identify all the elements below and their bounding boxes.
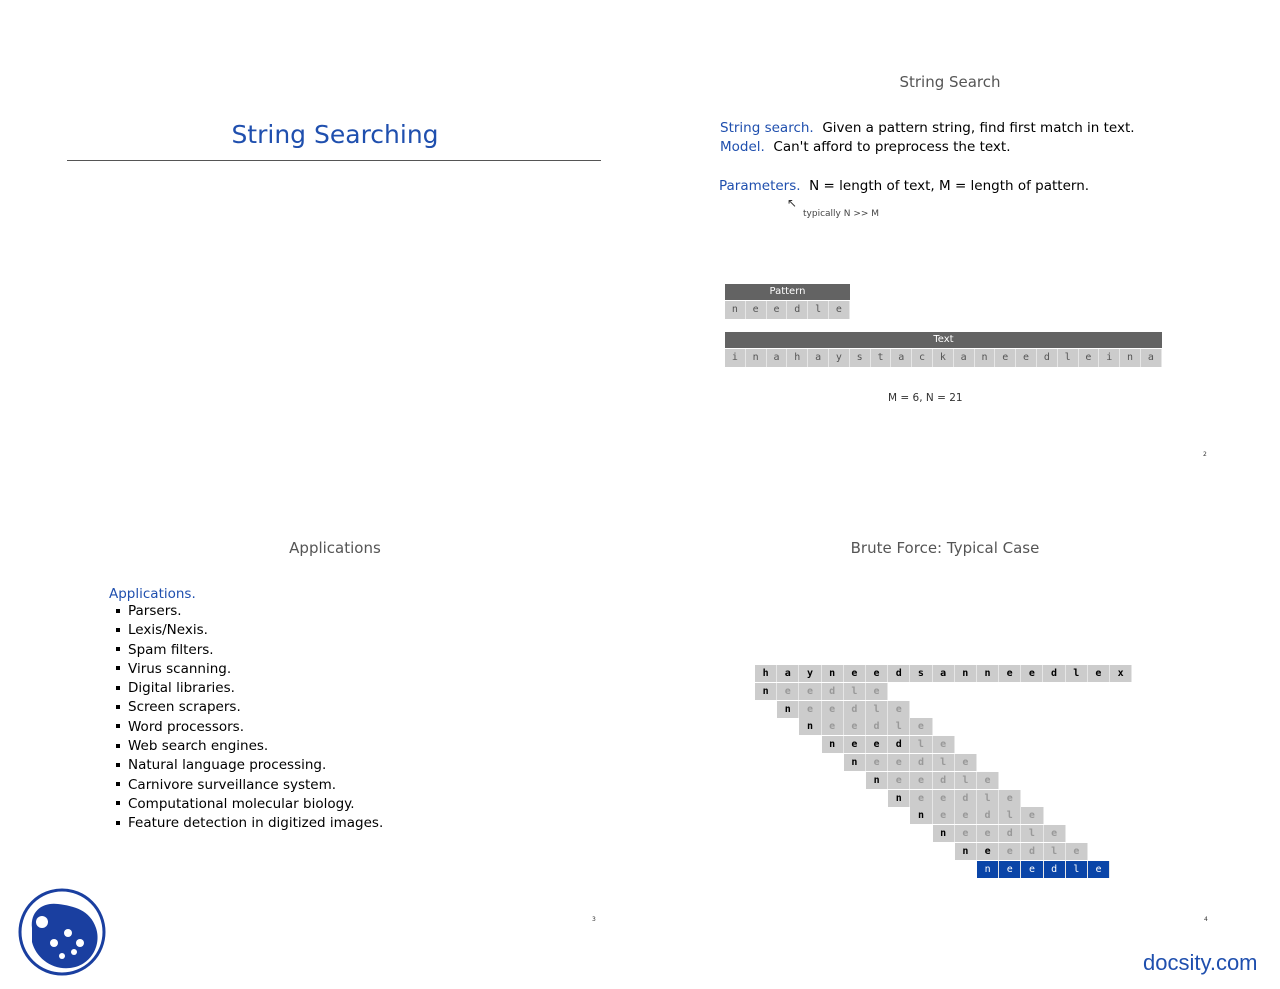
pattern-char: e	[767, 301, 788, 319]
pattern-char: n	[888, 790, 910, 807]
application-label: Feature detection in digitized images.	[128, 815, 384, 832]
text-header: Text	[725, 332, 1162, 348]
application-label: Word processors.	[128, 718, 245, 735]
pattern-char: e	[888, 772, 910, 789]
bullet-icon	[116, 705, 120, 709]
text-char: y	[829, 349, 850, 367]
slide-title: Brute Force: Typical Case	[850, 539, 1040, 557]
pattern-char: d	[955, 790, 977, 807]
application-item	[109, 698, 383, 717]
bullet-icon	[116, 763, 120, 767]
arrow-icon: ↖	[787, 196, 798, 210]
bullet-icon	[116, 628, 120, 632]
text-char: e	[995, 349, 1016, 367]
application-label: Natural language processing.	[128, 757, 327, 774]
pattern-char: l	[844, 683, 866, 700]
pattern-char: n	[777, 701, 799, 718]
pattern-char: e	[799, 701, 821, 718]
pattern-char: e	[955, 807, 977, 824]
pattern-char: l	[888, 718, 910, 735]
pattern-char: e	[977, 825, 999, 842]
text-char: e	[1079, 349, 1100, 367]
application-item	[109, 756, 383, 775]
application-item	[109, 718, 383, 737]
text-char: a	[1141, 349, 1162, 367]
text-char: i	[725, 349, 746, 367]
text-char: y	[799, 665, 821, 682]
definition-search	[720, 120, 1135, 136]
text-char: a	[777, 665, 799, 682]
slide-brute-force	[640, 495, 1260, 955]
typically-note: typically N >> M	[803, 209, 880, 219]
application-label: Lexis/Nexis.	[128, 622, 208, 639]
pattern-char: n	[725, 301, 746, 319]
pattern-char: l	[999, 807, 1021, 824]
brute-force-attempt-row	[777, 701, 910, 718]
definition-model	[720, 139, 1011, 155]
pattern-char: e	[999, 790, 1021, 807]
application-label: Virus scanning.	[128, 660, 232, 677]
text-char: s	[850, 349, 871, 367]
application-item	[109, 621, 383, 640]
bullet-icon	[116, 744, 120, 748]
text-char: n	[746, 349, 767, 367]
pattern-char: l	[977, 790, 999, 807]
pattern-char: l	[910, 736, 932, 753]
text-char: e	[999, 665, 1021, 682]
pattern-char: e	[977, 772, 999, 789]
application-label: Carnivore surveillance system.	[128, 776, 337, 793]
pattern-strip	[725, 301, 850, 319]
pattern-char: e	[955, 754, 977, 771]
text-char: l	[1058, 349, 1079, 367]
brute-force-attempt-row	[910, 807, 1043, 824]
text-char: a	[808, 349, 829, 367]
pattern-char: d	[822, 683, 844, 700]
application-item	[109, 776, 383, 795]
pattern-char: n	[977, 861, 999, 878]
pattern-char: n	[844, 754, 866, 771]
pattern-char: d	[977, 807, 999, 824]
pattern-char: e	[844, 736, 866, 753]
pattern-char: e	[977, 843, 999, 860]
pattern-char: d	[999, 825, 1021, 842]
text-char: t	[871, 349, 892, 367]
bullet-icon	[116, 724, 120, 728]
pattern-char: e	[910, 772, 932, 789]
pattern-char: l	[808, 301, 829, 319]
pattern-char: e	[955, 825, 977, 842]
pattern-char: e	[1088, 861, 1110, 878]
text-char: e	[1088, 665, 1110, 682]
mn-values: M = 6, N = 21	[888, 392, 963, 404]
pattern-char: d	[1044, 861, 1066, 878]
pattern-char: l	[955, 772, 977, 789]
definition-model-text: Can't afford to preprocess the text.	[773, 139, 1011, 155]
pattern-char: n	[799, 718, 821, 735]
bullet-icon	[116, 801, 120, 805]
pattern-char: e	[933, 736, 955, 753]
application-label: Computational molecular biology.	[128, 795, 355, 812]
application-item	[109, 814, 383, 833]
text-char: a	[954, 349, 975, 367]
application-label: Parsers.	[128, 603, 182, 619]
pattern-char: e	[822, 718, 844, 735]
text-char: n	[822, 665, 844, 682]
brute-force-attempt-row	[799, 718, 932, 735]
pattern-char: e	[866, 683, 888, 700]
text-char: e	[844, 665, 866, 682]
application-item	[109, 660, 383, 679]
application-item	[109, 737, 383, 756]
text-char: x	[1110, 665, 1132, 682]
text-char: n	[977, 665, 999, 682]
brute-force-attempt-row	[933, 825, 1066, 842]
parameters-text: N = length of text, M = length of pattern.	[809, 178, 1090, 194]
main-title: String Searching	[231, 120, 439, 149]
text-char: s	[910, 665, 932, 682]
bullet-icon	[116, 821, 120, 825]
definition-parameters	[719, 178, 1089, 194]
application-label: Screen scrapers.	[128, 699, 241, 716]
applications-list	[109, 602, 383, 834]
brute-force-attempt-row	[866, 772, 999, 789]
pattern-char: d	[787, 301, 808, 319]
text-char: n	[955, 665, 977, 682]
text-char: h	[755, 665, 777, 682]
page-number: 2	[1203, 451, 1207, 458]
pattern-char: n	[866, 772, 888, 789]
application-label: Web search engines.	[128, 738, 269, 755]
pattern-char: e	[1021, 807, 1043, 824]
text-char: k	[933, 349, 954, 367]
slide-title: Applications	[289, 539, 381, 557]
bullet-icon	[116, 686, 120, 690]
pattern-char: e	[933, 807, 955, 824]
pattern-char: e	[866, 754, 888, 771]
definition-search-text: Given a pattern string, find first match in text.	[822, 120, 1135, 136]
brute-force-attempt-row	[888, 790, 1021, 807]
brute-force-attempt-row	[844, 754, 977, 771]
pattern-char: e	[829, 301, 850, 319]
text-char: d	[888, 665, 910, 682]
text-char: d	[1043, 665, 1065, 682]
pattern-char: d	[933, 772, 955, 789]
brute-force-match-row	[977, 861, 1110, 878]
text-char: e	[1016, 349, 1037, 367]
pattern-char: n	[822, 736, 844, 753]
page-number: 3	[592, 916, 596, 923]
pattern-char: n	[955, 843, 977, 860]
pattern-char: e	[933, 790, 955, 807]
bullet-icon	[116, 609, 120, 613]
pattern-char: l	[866, 701, 888, 718]
pattern-char: e	[866, 736, 888, 753]
pattern-char: l	[1066, 861, 1088, 878]
parameters-label: Parameters.	[719, 178, 801, 194]
application-item	[109, 795, 383, 814]
application-label: Spam filters.	[128, 641, 214, 658]
slide-title: String Search	[899, 73, 1001, 91]
text-char: i	[1099, 349, 1120, 367]
text-char: a	[767, 349, 788, 367]
application-label: Digital libraries.	[128, 680, 235, 697]
pattern-char: n	[755, 683, 777, 700]
text-char: n	[1120, 349, 1141, 367]
text-char: h	[787, 349, 808, 367]
definition-search-label: String search.	[720, 120, 814, 136]
title-underline	[67, 160, 601, 161]
pattern-char: n	[933, 825, 955, 842]
pattern-char: e	[999, 861, 1021, 878]
text-char: a	[891, 349, 912, 367]
brute-force-attempt-row	[822, 736, 955, 753]
pattern-char: e	[822, 701, 844, 718]
brute-force-attempt-row	[955, 843, 1088, 860]
bullet-icon	[116, 782, 120, 786]
text-char: e	[866, 665, 888, 682]
pattern-char: d	[1021, 843, 1043, 860]
pattern-char: d	[844, 701, 866, 718]
pattern-char: l	[1021, 825, 1043, 842]
pattern-char: e	[1044, 825, 1066, 842]
pattern-char: e	[888, 701, 910, 718]
pattern-char: e	[888, 754, 910, 771]
pattern-char: l	[933, 754, 955, 771]
text-char: a	[933, 665, 955, 682]
application-item	[109, 602, 383, 621]
pattern-char: e	[910, 790, 932, 807]
pattern-char: e	[844, 718, 866, 735]
pattern-char: e	[777, 683, 799, 700]
pattern-char: d	[888, 736, 910, 753]
application-item	[109, 641, 383, 660]
ladybug-logo-icon	[18, 888, 106, 976]
text-char: l	[1066, 665, 1088, 682]
pattern-char: e	[746, 301, 767, 319]
text-char: n	[975, 349, 996, 367]
pattern-char: e	[799, 683, 821, 700]
bullet-icon	[116, 647, 120, 651]
slide-string-search	[640, 20, 1260, 480]
pattern-char: n	[910, 807, 932, 824]
application-item	[109, 679, 383, 698]
page-number: 4	[1204, 916, 1208, 923]
docsity-watermark: docsity.com	[1143, 950, 1258, 975]
pattern-char: d	[866, 718, 888, 735]
pattern-char: e	[910, 718, 932, 735]
text-char: d	[1037, 349, 1058, 367]
brute-force-attempt-row	[755, 683, 888, 700]
pattern-header: Pattern	[725, 284, 850, 300]
text-strip	[725, 349, 1162, 367]
pattern-char: d	[910, 754, 932, 771]
pattern-char: e	[1021, 861, 1043, 878]
bullet-icon	[116, 666, 120, 670]
pattern-char: l	[1044, 843, 1066, 860]
pattern-char: e	[999, 843, 1021, 860]
slide-applications	[20, 495, 640, 955]
brute-force-text-row	[755, 665, 1132, 682]
text-char: c	[912, 349, 933, 367]
definition-model-label: Model.	[720, 139, 765, 155]
text-char: e	[1021, 665, 1043, 682]
applications-heading: Applications.	[109, 586, 196, 602]
slide-string-searching	[20, 20, 640, 480]
pattern-char: e	[1066, 843, 1088, 860]
